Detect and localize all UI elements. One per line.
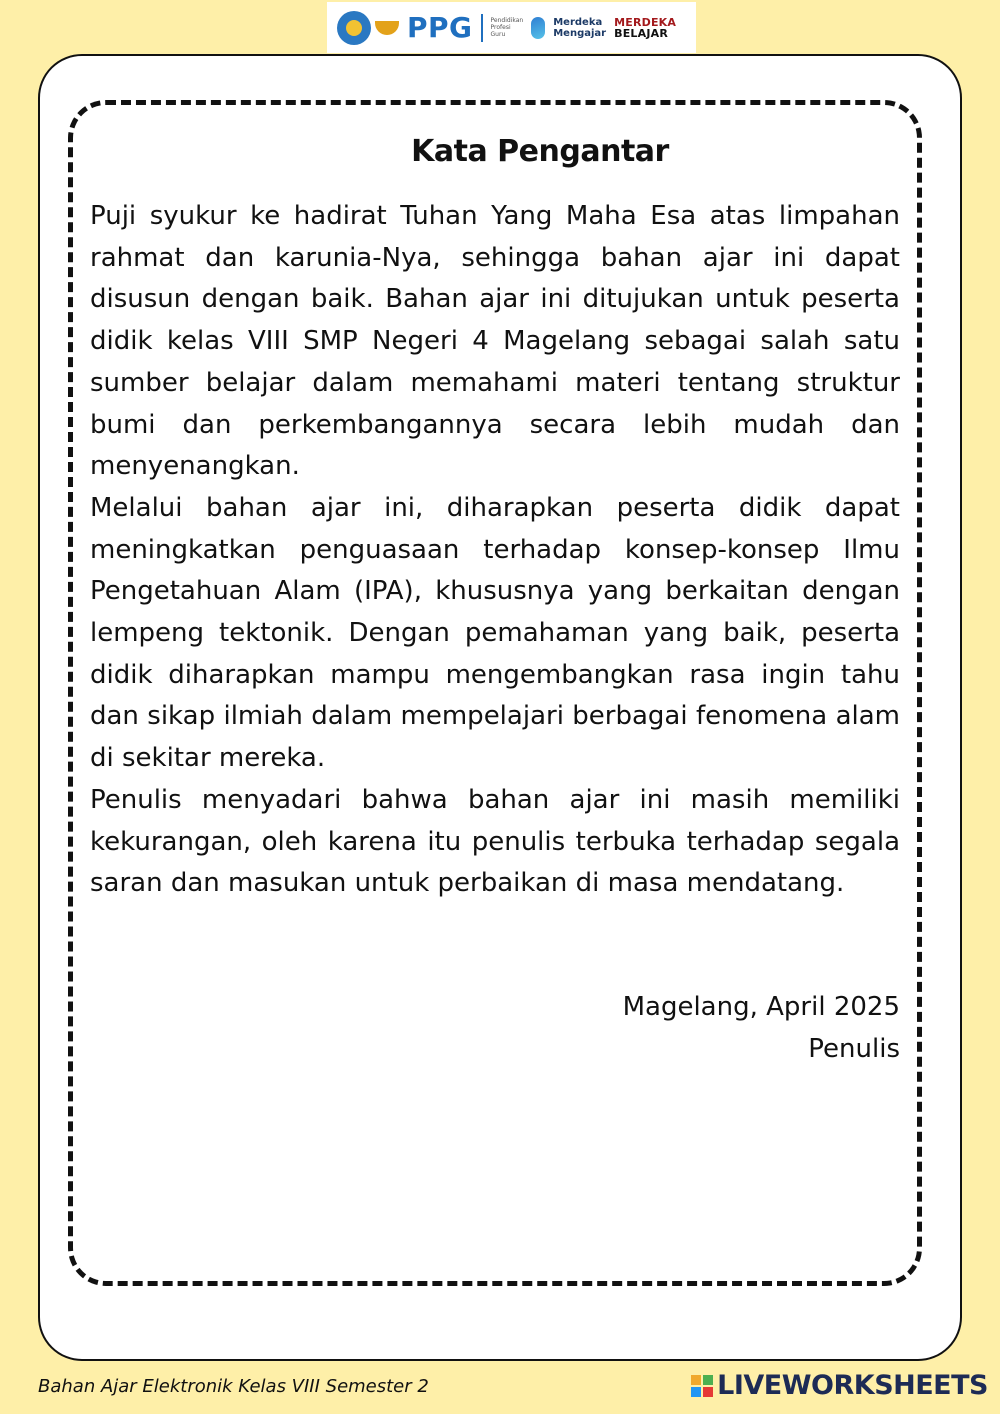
- liveworksheets-brand: LIVEWORKSHEETS: [717, 1370, 988, 1401]
- liveworksheets-logo[interactable]: [691, 1370, 988, 1401]
- merdeka-belajar-line: BELAJAR: [614, 26, 669, 40]
- place-date: Magelang, April 2025: [622, 992, 900, 1022]
- tut-wuri-handayani-emblem-icon: [337, 11, 371, 45]
- ppg-subtext-line: Profesi: [490, 24, 511, 31]
- merdeka-mengajar-icon: [531, 17, 545, 39]
- logo-divider: [481, 14, 483, 42]
- ppg-subtext: [491, 17, 524, 38]
- merdeka-belajar-logo: [614, 17, 676, 39]
- author: Penulis: [808, 1034, 900, 1064]
- header-logo-bar: [327, 2, 696, 53]
- ppg-subtext-line: Pendidikan: [490, 17, 524, 24]
- merdeka-mengajar-logo: [553, 17, 606, 39]
- footer-caption: Bahan Ajar Elektronik Kelas VIII Semester 2: [38, 1376, 429, 1397]
- liveworksheets-grid-icon: [691, 1375, 713, 1397]
- foreword-paragraph-2: Melalui bahan ajar ini, diharapkan peserta didik dapat meningkatkan penguasaan terhadap konsep-konsep Ilmu Pengetahuan Alam (IPA), khususnya yang berkaitan dengan lempeng tektonik. Dengan pemahaman yang baik, peserta didik diharapkan mampu mengembangkan rasa ingin tahu dan sikap ilmiah dalam mempelajari berbagai fenomena alam di sekitar mereka.: [90, 492, 900, 774]
- foreword-paragraph-3: Penulis menyadari bahwa bahan ajar ini masih memiliki kekurangan, oleh karena itu penulis terbuka terhadap segala saran dan masukan untuk perbaikan di masa mendatang.: [90, 784, 900, 899]
- foreword-body: [90, 196, 900, 905]
- merdeka-belajar-line: MERDEKA: [614, 15, 677, 29]
- signature-block: [623, 986, 900, 1070]
- ppg-logo-text: PPG: [407, 11, 473, 44]
- ppg-subtext-line: Guru: [490, 31, 506, 38]
- foreword-paragraph-1: Puji syukur ke hadirat Tuhan Yang Maha Esa atas limpahan rahmat dan karunia-Nya, sehingga bahan ajar ini dapat disusun dengan baik. Bahan ajar ini ditujukan untuk peserta didik kelas VIII SMP Negeri 4 Magelang sebagai salah satu sumber belajar dalam memahami materi tentang struktur bumi dan perkembangannya secara lebih mudah dan menyenangkan.: [90, 201, 900, 482]
- merdeka-mengajar-line: Mengajar: [553, 27, 607, 39]
- garuda-wing-icon: [375, 21, 399, 35]
- page-title: Kata Pengantar: [411, 134, 669, 169]
- merdeka-mengajar-line: Merdeka: [553, 16, 603, 28]
